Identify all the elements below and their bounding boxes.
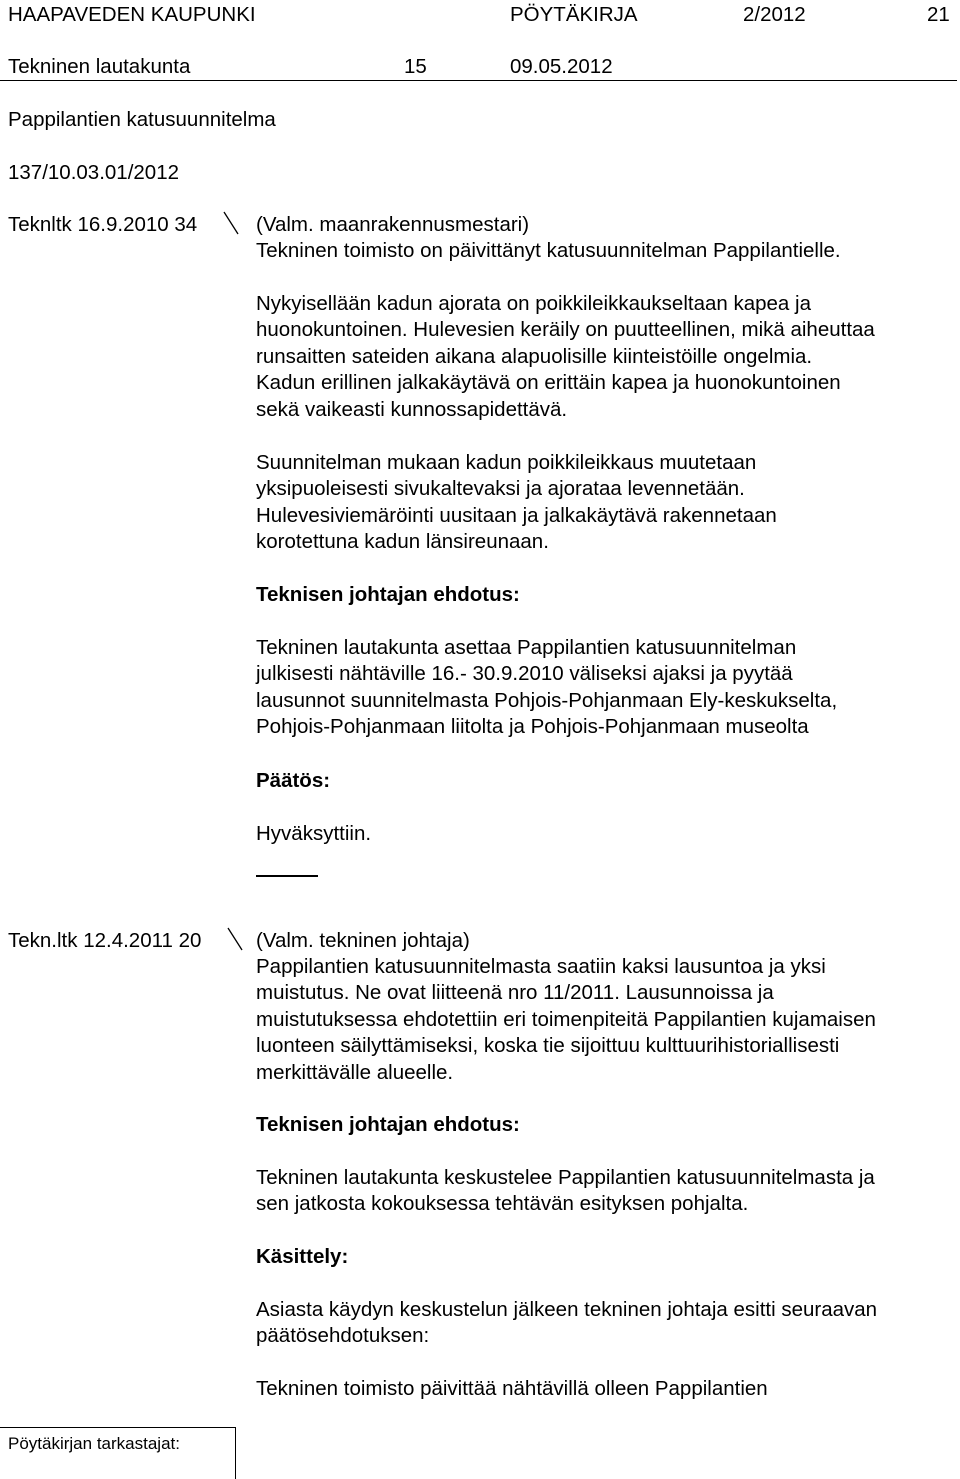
- entry1-decision-heading: Päätös:: [256, 769, 331, 792]
- entry1-paragraph-2: Nykyisellään kadun ajorata on poikkileikkaukseltaan kapea ja huonokuntoinen. Hulevesien keräily on puutteellinen, mikä aiheuttaa runsaitten sateiden aikana alapuolisille kiinteistöille ongelmia. Kadun erillinen jalkakäytävä on erittäin kapea ja huonokuntoinen sekä vaikeasti kunnossapidettävä.: [256, 292, 875, 421]
- entry1-proposal-heading: Teknisen johtajan ehdotus:: [256, 583, 520, 606]
- entry1-decision: Hyväksyttiin.: [256, 822, 372, 845]
- entry1-ref: Teknltk 16.9.2010 34: [8, 213, 198, 236]
- footer-reviewers-label: Pöytäkirjan tarkastajat:: [8, 1434, 180, 1453]
- entry2-preparer: (Valm. tekninen johtaja): [256, 929, 470, 952]
- reference-number: 137/10.03.01/2012: [8, 161, 179, 184]
- header-page-number: 21: [927, 3, 950, 26]
- header-date: 09.05.2012: [510, 55, 613, 78]
- header-doc-no: 2/2012: [743, 3, 806, 26]
- entry2-ref: Tekn.ltk 12.4.2011 20: [8, 929, 202, 952]
- entry2-paragraph-1: Pappilantien katusuunnitelmasta saatiin kaksi lausuntoa ja yksi muistutus. Ne ovat liitteenä nro 11/2011. Lausunnoissa ja muistutuksessa ehdotettiin eri toimenpiteitä Pappilantien kujamaisen luonteen säilyttämiseksi, koska tie sijoittuu kulttuurihistoriallisesti merkittävälle alueelle.: [256, 955, 876, 1084]
- history-hook-icon: [226, 926, 246, 954]
- document-title: Pappilantien katusuunnitelma: [8, 108, 276, 131]
- header-doc-type: PÖYTÄKIRJA: [510, 3, 638, 26]
- entry1-paragraph-3: Suunnitelman mukaan kadun poikkileikkaus muutetaan yksipuoleisesti sivukaltevaksi ja ajorataa levennetään. Hulevesiviemäröinti uusitaan ja jalkakäytävä rakennetaan korotettuna kadun länsireunaan.: [256, 451, 777, 554]
- entry2-handling: Asiasta käydyn keskustelun jälkeen tekninen johtaja esitti seuraavan päätösehdotuksen:: [256, 1298, 878, 1348]
- footer-top-rule: [0, 1427, 236, 1428]
- header-underline: [0, 80, 957, 81]
- entry2-proposal-heading: Teknisen johtajan ehdotus:: [256, 1113, 520, 1136]
- decision-separator: [256, 875, 318, 877]
- entry2-proposal: Tekninen lautakunta keskustelee Pappilantien katusuunnitelmasta ja sen jatkosta kokouksessa tehtävän esityksen pohjalta.: [256, 1166, 875, 1216]
- header-board: Tekninen lautakunta: [8, 55, 191, 78]
- history-hook-icon: [222, 210, 242, 238]
- header-section: 15: [404, 55, 427, 78]
- header-city: HAAPAVEDEN KAUPUNKI: [8, 3, 256, 26]
- entry2-handling-heading: Käsittely:: [256, 1245, 349, 1268]
- entry2-last-line: Tekninen toimisto päivittää nähtävillä olleen Pappilantien: [256, 1377, 768, 1400]
- entry1-paragraph-1: Tekninen toimisto on päivittänyt katusuunnitelman Pappilantielle.: [256, 239, 841, 262]
- footer-vertical-rule: [235, 1427, 236, 1479]
- entry1-proposal: Tekninen lautakunta asettaa Pappilantien katusuunnitelman julkisesti nähtäville 16.- 30.9.2010 väliseksi ajaksi ja pyytää lausunnot suunnitelmasta Pohjois-Pohjanmaan Ely-keskukselta, Pohjois-Pohjanmaan liitolta ja Pohjois-Pohjanmaan museolta: [256, 636, 838, 739]
- entry1-preparer: (Valm. maanrakennusmestari): [256, 213, 530, 236]
